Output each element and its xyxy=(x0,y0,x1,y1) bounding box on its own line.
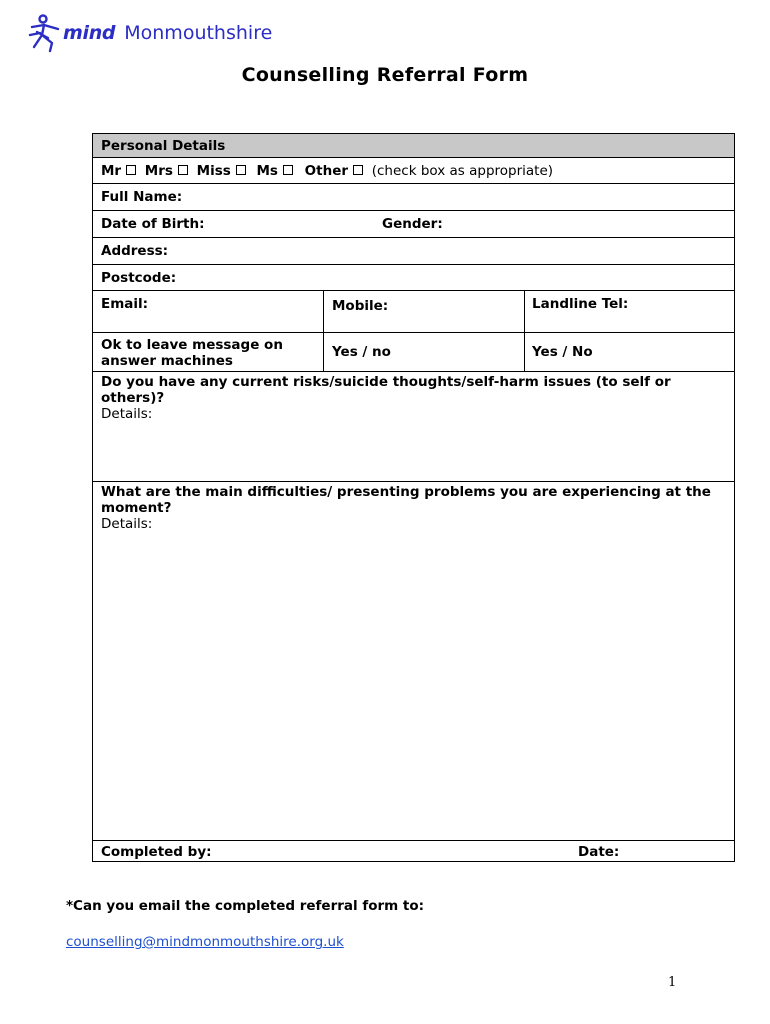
checkbox-other[interactable] xyxy=(353,165,363,175)
risk-question-label: Do you have any current risks/suicide thoughts/self-harm issues (to self or others)? xyxy=(101,374,671,406)
difficulties-details-label: Details: xyxy=(101,516,153,532)
mind-figure-icon xyxy=(28,13,62,53)
ok-to-leave-message-label: Ok to leave message on answer machines xyxy=(101,337,283,369)
personal-details-heading: Personal Details xyxy=(101,138,226,154)
mind-logo xyxy=(28,12,272,54)
mobile-label: Mobile: xyxy=(332,298,389,314)
address-row[interactable] xyxy=(93,238,734,265)
option-mrs-label: Mrs xyxy=(144,163,173,179)
email-label: Email: xyxy=(101,296,149,312)
date-of-birth-label: Date of Birth: xyxy=(101,216,205,232)
full-name-row[interactable] xyxy=(93,184,734,211)
landline-cell[interactable] xyxy=(524,291,734,332)
postcode-row[interactable] xyxy=(93,265,734,291)
postcode-label: Postcode: xyxy=(101,270,177,286)
logo-brand-text: mind xyxy=(63,22,116,44)
checkbox-mrs[interactable] xyxy=(178,165,188,175)
difficulties-question-row[interactable] xyxy=(93,482,734,841)
personal-details-header-row xyxy=(93,134,734,158)
checkbox-miss[interactable] xyxy=(236,165,246,175)
referral-form-table xyxy=(92,133,735,862)
page-number: 1 xyxy=(668,975,677,990)
gender-label: Gender: xyxy=(382,216,443,232)
contact-row xyxy=(93,291,734,333)
referral-email-link[interactable]: counselling@mindmonmouthshire.org.uk xyxy=(66,934,344,950)
completed-by-label: Completed by: xyxy=(101,844,212,860)
mobile-yes-no-option: Yes / no xyxy=(332,344,391,360)
option-ms-label: Ms xyxy=(256,163,278,179)
checkbox-mr[interactable] xyxy=(126,165,136,175)
landline-yes-no-cell[interactable] xyxy=(524,333,734,371)
difficulties-question-label: What are the main difficulties/ presenting problems you are experiencing at the moment? xyxy=(101,484,711,516)
address-label: Address: xyxy=(101,243,169,259)
email-cell[interactable] xyxy=(93,291,323,332)
landline-yes-no-option: Yes / No xyxy=(532,344,593,360)
option-miss-label: Miss xyxy=(196,163,231,179)
option-other-label: Other xyxy=(304,163,349,179)
landline-label: Landline Tel: xyxy=(532,296,629,312)
mobile-cell[interactable] xyxy=(323,291,524,332)
completed-by-row[interactable] xyxy=(93,841,734,861)
full-name-label: Full Name: xyxy=(101,189,183,205)
check-box-hint: (check box as appropriate) xyxy=(371,163,554,179)
date-label: Date: xyxy=(578,844,620,860)
mobile-yes-no-cell[interactable] xyxy=(323,333,524,371)
message-question-cell xyxy=(93,333,323,371)
risk-question-row[interactable] xyxy=(93,372,734,482)
logo-place-text: Monmouthshire xyxy=(124,22,273,44)
message-permission-row xyxy=(93,333,734,372)
option-mr-label: Mr xyxy=(101,163,122,179)
risk-details-label: Details: xyxy=(101,406,153,422)
checkbox-ms[interactable] xyxy=(283,165,293,175)
title-options xyxy=(101,163,553,179)
dob-gender-row[interactable] xyxy=(93,211,734,238)
email-instruction: *Can you email the completed referral form to: xyxy=(66,898,425,914)
page-title: Counselling Referral Form xyxy=(241,64,529,86)
title-options-row xyxy=(93,158,734,184)
